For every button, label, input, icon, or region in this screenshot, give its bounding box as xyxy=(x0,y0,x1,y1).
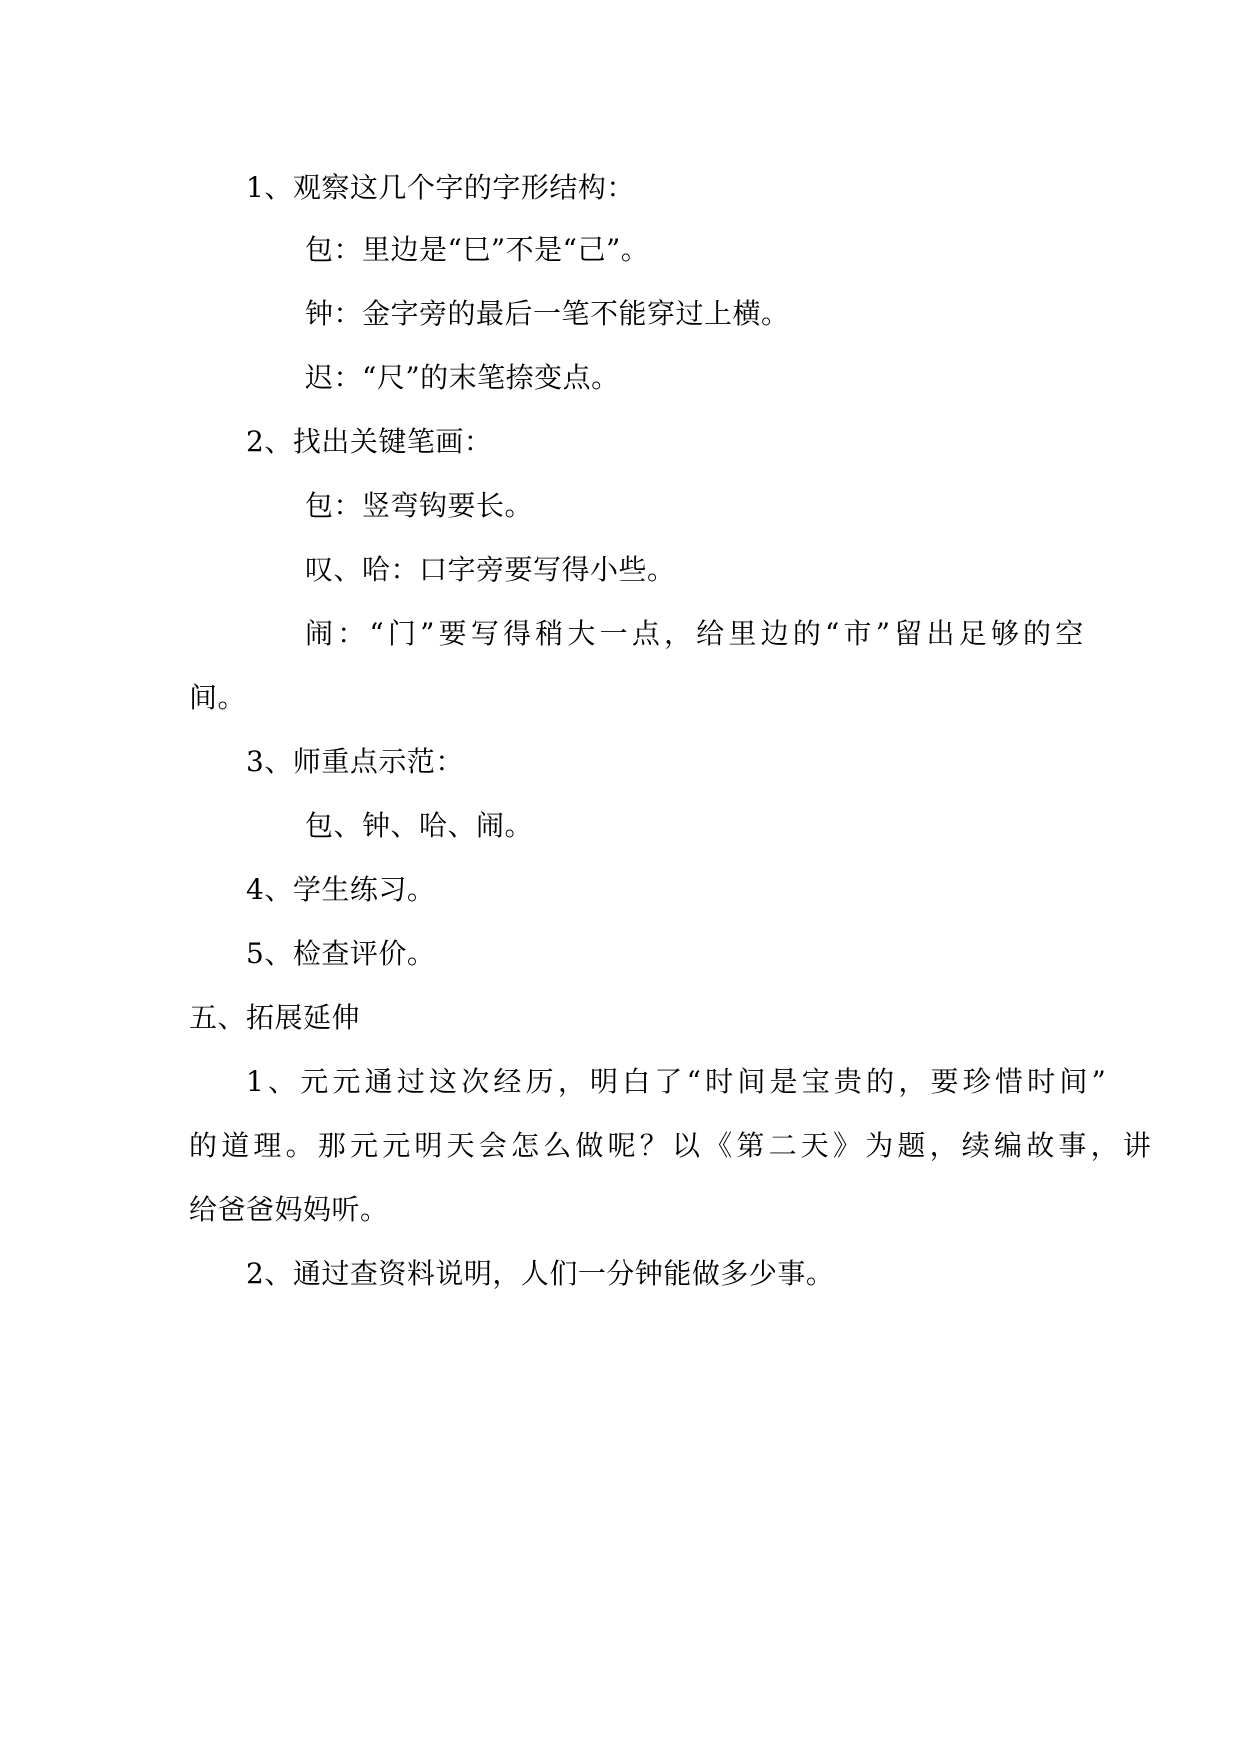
extension-item-1-end: 给爸爸妈妈听。 xyxy=(189,1193,389,1226)
step-3-teacher-demo: 3、师重点示范： xyxy=(246,745,464,778)
extension-item-1-continued: 的道理。那元元明天会怎么做呢？以《第二天》为题，续编故事，讲 xyxy=(189,1129,1156,1162)
note-chi-structure: 迟：“尺”的末笔捺变点。 xyxy=(305,361,620,394)
note-tan-ha-stroke: 叹、哈：口字旁要写得小些。 xyxy=(305,553,676,586)
note-zhong-structure: 钟：金字旁的最后一笔不能穿过上横。 xyxy=(305,297,790,330)
note-nao-stroke-continued: 间。 xyxy=(189,681,247,714)
step-2-key-strokes: 2、找出关键笔画： xyxy=(246,425,493,458)
note-bao-stroke: 包：竖弯钩要长。 xyxy=(305,489,534,522)
step-1-observe-structure: 1、观察这几个字的字形结构： xyxy=(246,171,635,204)
note-nao-stroke: 闹：“门”要写得稍大一点，给里边的“市”留出足够的空 xyxy=(305,617,1088,650)
demo-characters: 包、钟、哈、闹。 xyxy=(305,809,534,842)
step-4-student-practice: 4、学生练习。 xyxy=(246,873,436,906)
section-heading-extension: 五、拓展延伸 xyxy=(189,1001,361,1034)
step-5-check-evaluate: 5、检查评价。 xyxy=(246,937,436,970)
extension-item-1: 1、元元通过这次经历，明白了“时间是宝贵的，要珍惜时间” xyxy=(246,1065,1111,1098)
note-bao-structure: 包：里边是“巳”不是“己”。 xyxy=(305,233,650,266)
extension-item-2: 2、通过查资料说明，人们一分钟能做多少事。 xyxy=(246,1257,835,1290)
